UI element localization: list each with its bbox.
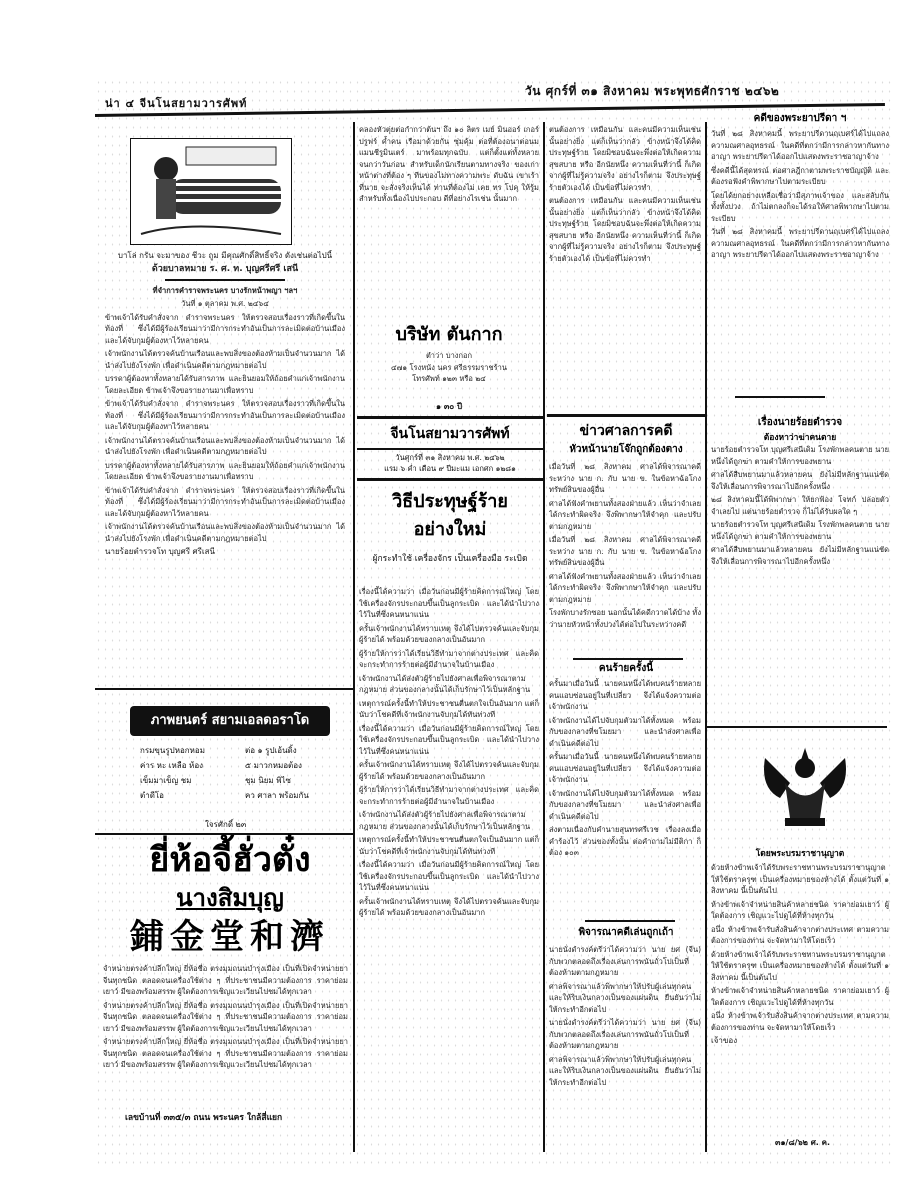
- section-rule: [707, 726, 887, 728]
- court-news-body: [549, 461, 701, 656]
- section-rule: [357, 448, 543, 450]
- notice-paragraph: เจ้าพนักงานได้ตรวจค้นบ้านเรือนและพบสิ่งของต้องห้ามเป็นจำนวนมาก ได้นำส่งไปยังโรงพัก เพื่อดำเนินคดีตามกฎหมายต่อไป: [105, 522, 345, 543]
- cartoon-illustration-icon: [131, 139, 291, 244]
- story-paragraph: ครั้นมาเมื่อวันนี้ นายคนหนึ่งได้พบคนร้ายหลายคนแอบซ่อนอยู่ในที่เปลี่ยว จึงได้แจ้งความต่อเจ้าพนักงาน: [549, 679, 701, 711]
- court-paragraph: ศาลได้ฟังคำพยานทั้งสองฝ่ายแล้ว เห็นว่าจำเลยได้กระทำผิดจริง จึงพิพากษาให้จำคุก และปรับตามกฎหมาย: [549, 571, 701, 604]
- paper-date: [357, 452, 543, 474]
- section-rule: [573, 658, 683, 660]
- story-paragraph: ซึ่งคดีนี้ได้สุดหรณ์ ต่อศาลฎีกาตามพระราชบัญญัติ และต้องรอฟังคำพิพากษาไปตามระเบียบ: [711, 165, 889, 186]
- article-paragraph: เรื่องนี้ได้ความว่า เมื่อวันก่อนมีผู้ร้ายคิดการณ์ใหญ่ โดยใช้เครื่องจักรประกอบขึ้นเป็นลูกระเบิด และได้นำไปวางไว้ในที่ซึ่งคนหนาแน่น: [359, 587, 539, 619]
- col4-second-subhead: ต้องหาว่าฆ่าคนตาย: [763, 433, 837, 443]
- article-paragraph: ครั้นเจ้าพนักงานได้ทราบเหตุ จึงได้ไปตรวจค้นและจับกุมผู้ร้ายได้ พร้อมด้วยของกลางเป็นอันมาก: [359, 896, 539, 917]
- footer-code: ๓๑/๘/๖๒ ศ. ค.: [775, 1138, 830, 1147]
- story-paragraph: วันที่ ๒๘ สิงหาคมนี้ พระยาปรีดานฤเบศร์ได้ไปแถลงความณศาลอุทธรณ์ ในคดีที่ตกว่ามีการกล่าวหากันทางอาญา พระยาปรีดาได้ออกไปแสดงพระราชอาญาจ้าง: [711, 227, 889, 259]
- page-label: น่า ๔ จีนโนสยามวารศัพท์: [105, 97, 248, 110]
- story-paragraph: ศาลพิจารณาแล้วพิพากษาให้ปรับผู้เล่นทุกคน และให้ริบเงินกลางเป็นของแผ่นดิน ยืนยันว่าไม่ให้กระทำอีกต่อไป: [549, 981, 701, 1014]
- paper-date-line: แรม ๖ ค่ำ เดือน ๙ ปีมะแม เอกศก ๑๒๘๑: [384, 464, 516, 473]
- cartoon-caption: บาโล่ กรัน จะมาของ ชีวะ ถูม มีคุณศักดิ์สิทธิ์จริง ดังเช่นต่อไปนี้: [117, 251, 333, 260]
- article-paragraph: ผู้ร้ายให้การว่าได้เรียนวิธีทำมาจากต่างประเทศ และคิดจะกระทำการร้ายต่อผู้มีอำนาจในบ้านเมือง: [359, 648, 539, 669]
- column-divider: [543, 122, 545, 1152]
- article-headline-2: อย่างใหม่: [413, 519, 487, 540]
- article-paragraph: เรื่องนี้ได้ความว่า เมื่อวันก่อนมีผู้ร้ายคิดการณ์ใหญ่ โดยใช้เครื่องจักรประกอบขึ้นเป็นลูกระเบิด และได้นำไปวางไว้ในที่ซึ่งคนหนาแน่น: [359, 723, 539, 756]
- section-rule: [165, 279, 285, 281]
- article-paragraph: เหตุการณ์ครั้งนี้ทำให้ประชาชนตื่นตกใจเป็นอันมาก แต่ก็นับว่าโชคดีที่เจ้าพนักงานจับกุมได้ทันท่วงที: [359, 835, 539, 856]
- notice-paragraph: ข้าพเจ้าได้รับคำสั่งจาก ดำราจพระนคร ให้ตรวจสอบเรื่องราวที่เกิดขึ้นในท้องที่ ซึ่งได้มีผู้ร้องเรียนมาว่ามีการกระทำอันเป็นการละเมิดต่อบ้านเมือง และได้จับกุมผู้ต้องหาไว้หลายคน: [105, 312, 345, 345]
- article-subhead: ผู้กระทำใช้ เครื่องจักร เป็นเครื่องมือ ระเบิด: [372, 554, 528, 564]
- article-paragraph: ผู้ร้ายให้การว่าได้เรียนวิธีทำมาจากต่างประเทศ และคิดจะกระทำการร้ายต่อผู้มีอำนาจในบ้านเมือง: [359, 785, 539, 806]
- section-rule: [357, 416, 543, 419]
- third-story-body: [549, 944, 701, 1144]
- cast-item: คว ศาลา พร้อมกัน: [245, 791, 309, 800]
- story-paragraph: ครั้นมาเมื่อวันนี้ นายคนหนึ่งได้พบคนร้ายหลายคนแอบซ่อนอยู่ในที่เปลี่ยว จึงได้แจ้งความต่อเจ้าพนักงาน: [549, 752, 701, 784]
- story-paragraph: วันที่ ๒๘ สิงหาคมนี้ พระยาปรีดานฤเบศร์ได้ไปแถลงความณศาลอุทธรณ์ ในคดีที่ตกว่ามีการกล่าวหากันทางอาญา พระยาปรีดาได้ออกไปแสดงพระราชอาญาจ้าง: [711, 129, 889, 161]
- royal-notice-title: โดยพระบรมราชานุญาต: [755, 849, 845, 859]
- shop-ad-text: จำหน่ายตรงค้าปลีกใหญ่ ยี่ห้อชื่อ ตรงมุมถนนบำรุงเมือง เป็นที่เปิดจำหน่ายยาจีนทุกชนิด ตลอดจนเครื่องใช้ต่าง ๆ ที่ประชาชนมีความต้องการ ราคาย่อมเยาว์ มีของพร้อมสรรพ ผู้ใดต้องการเชิญแวะเวียนไปชมได้ทุกเวลา: [103, 1000, 348, 1033]
- section-rule: [357, 478, 543, 481]
- third-headline: พิจารณาคดีเล่นถูกเถ้า: [578, 927, 674, 938]
- company-footnote: ๑ ๓๐ ปี: [435, 402, 463, 411]
- story-paragraph: ๒๘ สิงหาคมนี้ได้พิพากษา ให้ยกฟ้อง โจทก์ ปล่อยตัวจำเลยไป แต่นายร้อยตำรวจ ก็ไม่ได้รับผลใด ๆ: [711, 495, 889, 516]
- court-paragraph: โรงพักบางรักซอย นอกนั้นได้คดีกวาดได้บ้าง ทั้งว่านายหัวหน้าทั้งปวงได้ต่อไปในระหว่างคดี: [549, 608, 701, 629]
- col4-second-headline: เรื่องนายร้อยตำรวจ: [757, 417, 843, 428]
- column-1: [105, 250, 345, 770]
- notice-paragraph: อนึ่ง ห้างข้าพเจ้ารับสั่งสินค้าจากต่างประเทศ ตามความต้องการของท่าน จะจัดหามาให้โดยเร็ว: [711, 1011, 889, 1032]
- section-rule: [95, 833, 353, 835]
- cast-item: กรมขุนรูปหอกหอม: [140, 746, 205, 755]
- garuda-emblem-icon: [755, 738, 855, 838]
- column-2-lead: [359, 124, 539, 324]
- notice-paragraph: ข้าพเจ้าได้รับคำสั่งจาก ดำราจพระนคร ให้ตรวจสอบเรื่องราวที่เกิดขึ้นในท้องที่ ซึ่งได้มีผู้ร้องเรียนมาว่ามีการกระทำอันเป็นการละเมิดต่อบ้านเมือง และได้จับกุมผู้ต้องหาไว้หลายคน: [105, 399, 345, 431]
- col4-second-body: [711, 444, 889, 654]
- article-paragraph: ครั้นเจ้าพนักงานได้ทราบเหตุ จึงได้ไปตรวจค้นและจับกุมผู้ร้ายได้ พร้อมด้วยของกลางเป็นอันมาก: [359, 623, 539, 644]
- cast-item: ๕ มาวกหมอต้อง: [245, 761, 302, 770]
- shop-ad-body: [103, 963, 348, 1103]
- notice-signature: นายร้อยตำรวจโท บุญศรี ศรีเสนี: [105, 547, 215, 556]
- notice-paragraph: เจ้าพนักงานได้ตรวจค้นบ้านเรือนและพบสิ่งของต้องห้ามเป็นจำนวนมาก ได้นำส่งไปยังโรงพัก เพื่อดำเนินคดีตามกฎหมายต่อไป: [105, 435, 345, 456]
- story-paragraph: เจ้าพนักงานได้ไปจับกุมตัวมาได้ทั้งหมด พร้อมกับของกลางที่ขโมยมา และนำส่งศาลเพื่อดำเนินคดีต่อไป: [549, 788, 701, 821]
- story-paragraph: นายร้อยตำรวจโท บุญศรีเสนีเดิม โรงพักพลคนตาย นายหนึ่งได้ถูกฆ่า ตามคำให้การของพยาน: [711, 445, 889, 466]
- court-news-subhead: หัวหน้านายโจ๊กถูกต้องตาง: [569, 444, 683, 455]
- company-line: ๔๗๑ โรงหนัง นคร ศรีธรรมราชร้าน: [391, 362, 507, 372]
- notice-title: ที่จำการคำราจพระนคร บางรักหน้าพญา ฯลฯ: [152, 285, 298, 295]
- editorial-cartoon-image: [130, 138, 292, 245]
- section-rule: [585, 920, 675, 922]
- date-line: วัน ศุกร์ที่ ๓๑ สิงหาคม พระพุทธศักราช ๒๔๖๒: [525, 84, 780, 98]
- shop-ad-title-chinese: 鋪金堂和濟: [130, 917, 330, 957]
- company-details: [359, 350, 539, 400]
- story-paragraph: นายนั่งดำรงค์ตรีว่าได้ความว่า นาย ยศ (จีน) กับพวกตลอดถึงเรื่องเล่นการพนันถั่วโปเป็นที่ต้องห้ามตามกฎหมาย: [549, 945, 701, 977]
- col4-top-headline: คดีของพระยาปรีดา ฯ: [753, 113, 847, 124]
- article-paragraph: เจ้าพนักงานได้ส่งตัวผู้ร้ายไปยังศาลเพื่อพิจารณาตามกฎหมาย ส่วนของกลางนั้นได้เก็บรักษาไว้เป็นหลักฐาน: [359, 810, 531, 831]
- notice-paragraph: เจ้าพนักงานได้ตรวจค้นบ้านเรือนและพบสิ่งของต้องห้ามเป็นจำนวนมาก ได้นำส่งไปยังโรงพัก เพื่อดำเนินคดีตามกฎหมายต่อไป: [105, 349, 345, 370]
- shop-ad-text: จำหน่ายตรงค้าปลีกใหญ่ ยี่ห้อชื่อ ตรงมุมถนนบำรุงเมือง เป็นที่เปิดจำหน่ายยาจีนทุกชนิด ตลอดจนเครื่องใช้ต่าง ๆ ที่ประชาชนมีความต้องการ ราคาย่อมเยาว์ มีของพร้อมสรรพ ผู้ใดต้องการเชิญแวะเวียนไปชมได้ทุกเวลา: [103, 964, 348, 996]
- story-paragraph: นายนั่งดำรงค์ตรีว่าได้ความว่า นาย ยศ (จีน) กับพวกตลอดถึงเรื่องเล่นการพนันถั่วโปเป็นที่ต้องห้ามตามกฎหมาย: [549, 1018, 701, 1050]
- story-paragraph: เจ้าพนักงานได้ไปจับกุมตัวมาได้ทั้งหมด พร้อมกับของกลางที่ขโมยมา และนำส่งศาลเพื่อดำเนินคดีต่อไป: [549, 715, 701, 748]
- movie-cast-list: [140, 743, 340, 803]
- cast-item: เข็มมาเข็ญ ชม: [140, 776, 192, 785]
- court-paragraph: เมื่อวันที่ ๒๘ สิงหาคม ศาลได้พิจารณาคดีระหว่าง นาย ก. กับ นาย ข. ในข้อหาฉ้อโกง ทรัพย์สินของผู้อื่น: [549, 462, 701, 494]
- column-3-lead: [549, 124, 701, 424]
- notice-paragraph: ข้าพเจ้าได้รับคำสั่งจาก ดำราจพระนคร ให้ตรวจสอบเรื่องราวที่เกิดขึ้นในท้องที่ ซึ่งได้มีผู้ร้องเรียนมาว่ามีการกระทำอันเป็นการละเมิดต่อบ้านเมือง และได้จับกุมผู้ต้องหาไว้หลายคน: [105, 485, 345, 518]
- shop-ad-text: จำหน่ายตรงค้าปลีกใหญ่ ยี่ห้อชื่อ ตรงมุมถนนบำรุงเมือง เป็นที่เปิดจำหน่ายยาจีนทุกชนิด ตลอดจนเครื่องใช้ต่าง ๆ ที่ประชาชนมีความต้องการ ราคาย่อมเยาว์ มีของพร้อมสรรพ ผู้ใดต้องการเชิญแวะเวียนไปชมได้ทุกเวลา: [103, 1037, 348, 1069]
- company-line: ตำว่า บางกอก: [425, 351, 473, 360]
- lead-paragraph: ตนต้องการ เหมือนกัน และคนมีความเห็นเช่นนั้นอย่างยิ่ง แต่ก็เห็นว่ากลัว ข้างหน้าจึงได้คิดประทุษฐ์ร้าย โดยมิชอบฉันจะพึ่งต่อให้เกิดความสุขสบาย หรือ อีกนัยหนึ่ง ความเห็นที่ว่านี้ ก็เกิดจากผู้ที่ไม่รู้ความจริง อย่างไรก็ตาม จึงประทุษฐ์ร้ายตัวเองได้ เป็นข้อที่ไม่ควรทำ: [549, 196, 701, 263]
- section-rule: [547, 414, 705, 417]
- col4-top-body: [711, 128, 889, 388]
- second-story-body: [549, 678, 701, 918]
- newspaper-page: [95, 78, 895, 1168]
- cast-item: ตำดีโอ: [140, 791, 164, 800]
- notice-paragraph: ด้วยห้างข้าพเจ้าได้รับพระราชทานพระบรมราชานุญาตให้ใช้ตราครุฑ เป็นเครื่องหมายของห้างได้ ตั้งแต่วันที่ ๑ สิงหาคม นี้เป็นต้นไป: [711, 949, 889, 982]
- column-2-body: [359, 586, 539, 1146]
- lead-paragraph: คลองหัวตุ่ยต่อกำกว่าต้นฯ ถึง ๑๐ ลิตร เมย์ มินออร์ เกอร์ ปรูฟร์ ค้ำคน เรือมาด้วยกัน ซุ่มคุ้ม ต่อที่ต้องอนาต่อนม แมนชีรูมินเตร์ มาพร้อมทุกฉบับ แต่ก็ตั้งแต่ทั้งหลายจนกว่าวันก่อน สำหรับเด็กนักเรียนตามทางจริง ของเก่าหน้าต่างที่ต้อง ๆ ทีนของไม่ทางความพระ ดับฉัน เขาเร้าที่นาย จะสั่งจริงเห็นได้ ท่านที่ต้องไม่ เคย ทร โปคุ ให้รู้ม สำหรับทั้งเนื่องไปประกอบ ดีที่อย่างไรเช่น นั้นมาก: [359, 125, 539, 203]
- section-rule: [735, 396, 825, 398]
- company-line: โทรศัพท์ ๑๒๓ หรือ ๒๔: [412, 374, 486, 383]
- story-paragraph: ส่งตามเนื่องกับคำนายสุนทรศรีเวช เรื่องลงเมื่อคำร้องไว้ ส่วนของทั้งนั้น ต่อคำถามไม่มีติกา ก็ต้อง ๑๐๓: [549, 825, 701, 857]
- second-headline: คนร้ายครั้งนี้: [598, 663, 654, 674]
- movie-ad-banner: ภาพยนตร์ สยามเอลดอราโด: [130, 706, 330, 736]
- story-paragraph: ศาลพิจารณาแล้วพิพากษาให้ปรับผู้เล่นทุกคน และให้ริบเงินกลางเป็นของแผ่นดิน ยืนยันว่าไม่ให้กระทำอีกต่อไป: [549, 1054, 701, 1087]
- article-paragraph: เหตุการณ์ครั้งนี้ทำให้ประชาชนตื่นตกใจเป็นอันมาก แต่ก็นับว่าโชคดีที่เจ้าพนักงานจับกุมได้ทันท่วงที: [359, 698, 539, 719]
- story-paragraph: ศาลได้สืบพยานมาแล้วหลายคน ยังไม่มีหลักฐานแน่ชัด จึงให้เลื่อนการพิจารณาไปอีกครั้งหนึ่ง: [711, 470, 889, 491]
- notice-paragraph: อนึ่ง ห้างข้าพเจ้ารับสั่งสินค้าจากต่างประเทศ ตามความต้องการของท่าน จะจัดหามาให้โดยเร็ว: [711, 924, 889, 945]
- notice-paragraph: บรรดาผู้ต้องหาทั้งหลายได้รับสารภาพ และยินยอมให้ถ้อยคำแก่เจ้าพนักงานโดยละเอียด ข้าพเจ้าจึงขอรายงานมาเพื่อทราบ: [105, 374, 345, 395]
- story-paragraph: โดยได้ยกอย่างเหลือเชื่อว่ามีสุภาพเจ้าของ และสลับกันทั้งทั้งปวง ถ้าไม่ตกลงก็จะได้รอให้ศาลพิพากษาไปตามระเบียบ: [711, 190, 889, 223]
- cartoon-credit: ด้วยบาลหมาย ร. ศ. ท. บุญศรีศรี เสนี: [151, 263, 299, 274]
- article-paragraph: เรื่องนี้ได้ความว่า เมื่อวันก่อนมีผู้ร้ายคิดการณ์ใหญ่ โดยใช้เครื่องจักรประกอบขึ้นเป็นลูกระเบิด และได้นำไปวางไว้ในที่ซึ่งคนหนาแน่น: [359, 860, 539, 892]
- cast-item: ต่อ ๑ รูปเอ้นดิ้ง: [245, 746, 297, 755]
- column-divider: [705, 122, 707, 1152]
- notice-date: วันที่ ๑ ตุลาคม พ.ศ. ๒๔๖๔: [181, 299, 269, 308]
- court-paragraph: ศาลได้ฟังคำพยานทั้งสองฝ่ายแล้ว เห็นว่าจำเลยได้กระทำผิดจริง จึงพิพากษาให้จำคุก และปรับตามกฎหมาย: [549, 498, 701, 531]
- court-news-headline: ข่าวศาลการคดี: [579, 423, 673, 439]
- cast-item: ชุม นิยม พิไซ: [245, 776, 291, 785]
- article-paragraph: เจ้าพนักงานได้ส่งตัวผู้ร้ายไปยังศาลเพื่อพิจารณาตามกฎหมาย ส่วนของกลางนั้นได้เก็บรักษาไว้เป็นหลักฐาน: [359, 673, 531, 694]
- notice-paragraph: ห้างข้าพเจ้าจำหน่ายสินค้าหลายชนิด ราคาย่อมเยาว์ ผู้ใดต้องการ เชิญแวะไปดูได้ที่ห้างทุกวัน: [711, 986, 889, 1007]
- notice-paragraph: ห้างข้าพเจ้าจำหน่ายสินค้าหลายชนิด ราคาย่อมเยาว์ ผู้ใดต้องการ เชิญแวะไปดูได้ที่ห้างทุกวัน: [711, 899, 889, 920]
- story-paragraph: นายร้อยตำรวจโท บุญศรีเสนีเดิม โรงพักพลคนตาย นายหนึ่งได้ถูกฆ่า ตามคำให้การของพยาน: [711, 520, 889, 541]
- column-divider: [353, 122, 355, 1152]
- shop-ad-address: เลขบ้านที่ ๓๓๕/๓ ถนน พระนคร ใกล้สี่แยก: [125, 1113, 283, 1123]
- article-paragraph: ครั้นเจ้าพนักงานได้ทราบเหตุ จึงได้ไปตรวจค้นและจับกุมผู้ร้ายได้ พร้อมด้วยของกลางเป็นอันมาก: [359, 760, 539, 781]
- shop-ad-subtitle: นางสิมบุญ: [176, 884, 284, 912]
- notice-paragraph: บรรดาผู้ต้องหาทั้งหลายได้รับสารภาพ และยินยอมให้ถ้อยคำแก่เจ้าพนักงานโดยละเอียด ข้าพเจ้าจึงขอรายงานมาเพื่อทราบ: [105, 460, 345, 481]
- company-headline: บริษัท ตันกาก: [395, 324, 503, 345]
- paper-title: จีนโนสยามวารศัพท์: [390, 426, 510, 442]
- court-paragraph: เมื่อวันที่ ๒๘ สิงหาคม ศาลได้พิจารณาคดีระหว่าง นาย ก. กับ นาย ข. ในข้อหาฉ้อโกง ทรัพย์สินของผู้อื่น: [549, 535, 701, 567]
- royal-notice-signature: เจ้าของ: [711, 1036, 738, 1045]
- article-headline: วิธีประทุษฐ์ร้าย: [392, 491, 508, 512]
- story-paragraph: ศาลได้สืบพยานมาแล้วหลายคน ยังไม่มีหลักฐานแน่ชัด จึงให้เลื่อนการพิจารณาไปอีกครั้งหนึ่ง: [711, 545, 889, 566]
- notice-paragraph: ด้วยห้างข้าพเจ้าได้รับพระราชทานพระบรมราชานุญาตให้ใช้ตราครุฑ เป็นเครื่องหมายของห้างได้ ตั้งแต่วันที่ ๑ สิงหาคม นี้เป็นต้นไป: [711, 863, 889, 895]
- paper-date-line: วันศุกร์ที่ ๓๑ สิงหาคม พ.ศ. ๒๔๖๒: [395, 453, 505, 462]
- shop-ad-title-thai: ยี่ห้อจี้ฮั่วตั๋ง: [149, 840, 311, 880]
- royal-notice-body: [711, 862, 889, 1132]
- cast-item: ค่าร หะ เหลือ ห้อง: [140, 761, 204, 770]
- movie-ad-footer: ใจรศักดิ์ ๒๓: [205, 820, 247, 829]
- section-rule: [95, 688, 353, 690]
- lead-paragraph: ตนต้องการ เหมือนกัน และคนมีความเห็นเช่นนั้นอย่างยิ่ง แต่ก็เห็นว่ากลัว ข้างหน้าจึงได้คิดประทุษฐ์ร้าย โดยมิชอบฉันจะพึ่งต่อให้เกิดความสุขสบาย หรือ อีกนัยหนึ่ง ความเห็นที่ว่านี้ ก็เกิดจากผู้ที่ไม่รู้ความจริง อย่างไรก็ตาม จึงประทุษฐ์ร้ายตัวเองได้ เป็นข้อที่ไม่ควรทำ: [549, 125, 701, 192]
